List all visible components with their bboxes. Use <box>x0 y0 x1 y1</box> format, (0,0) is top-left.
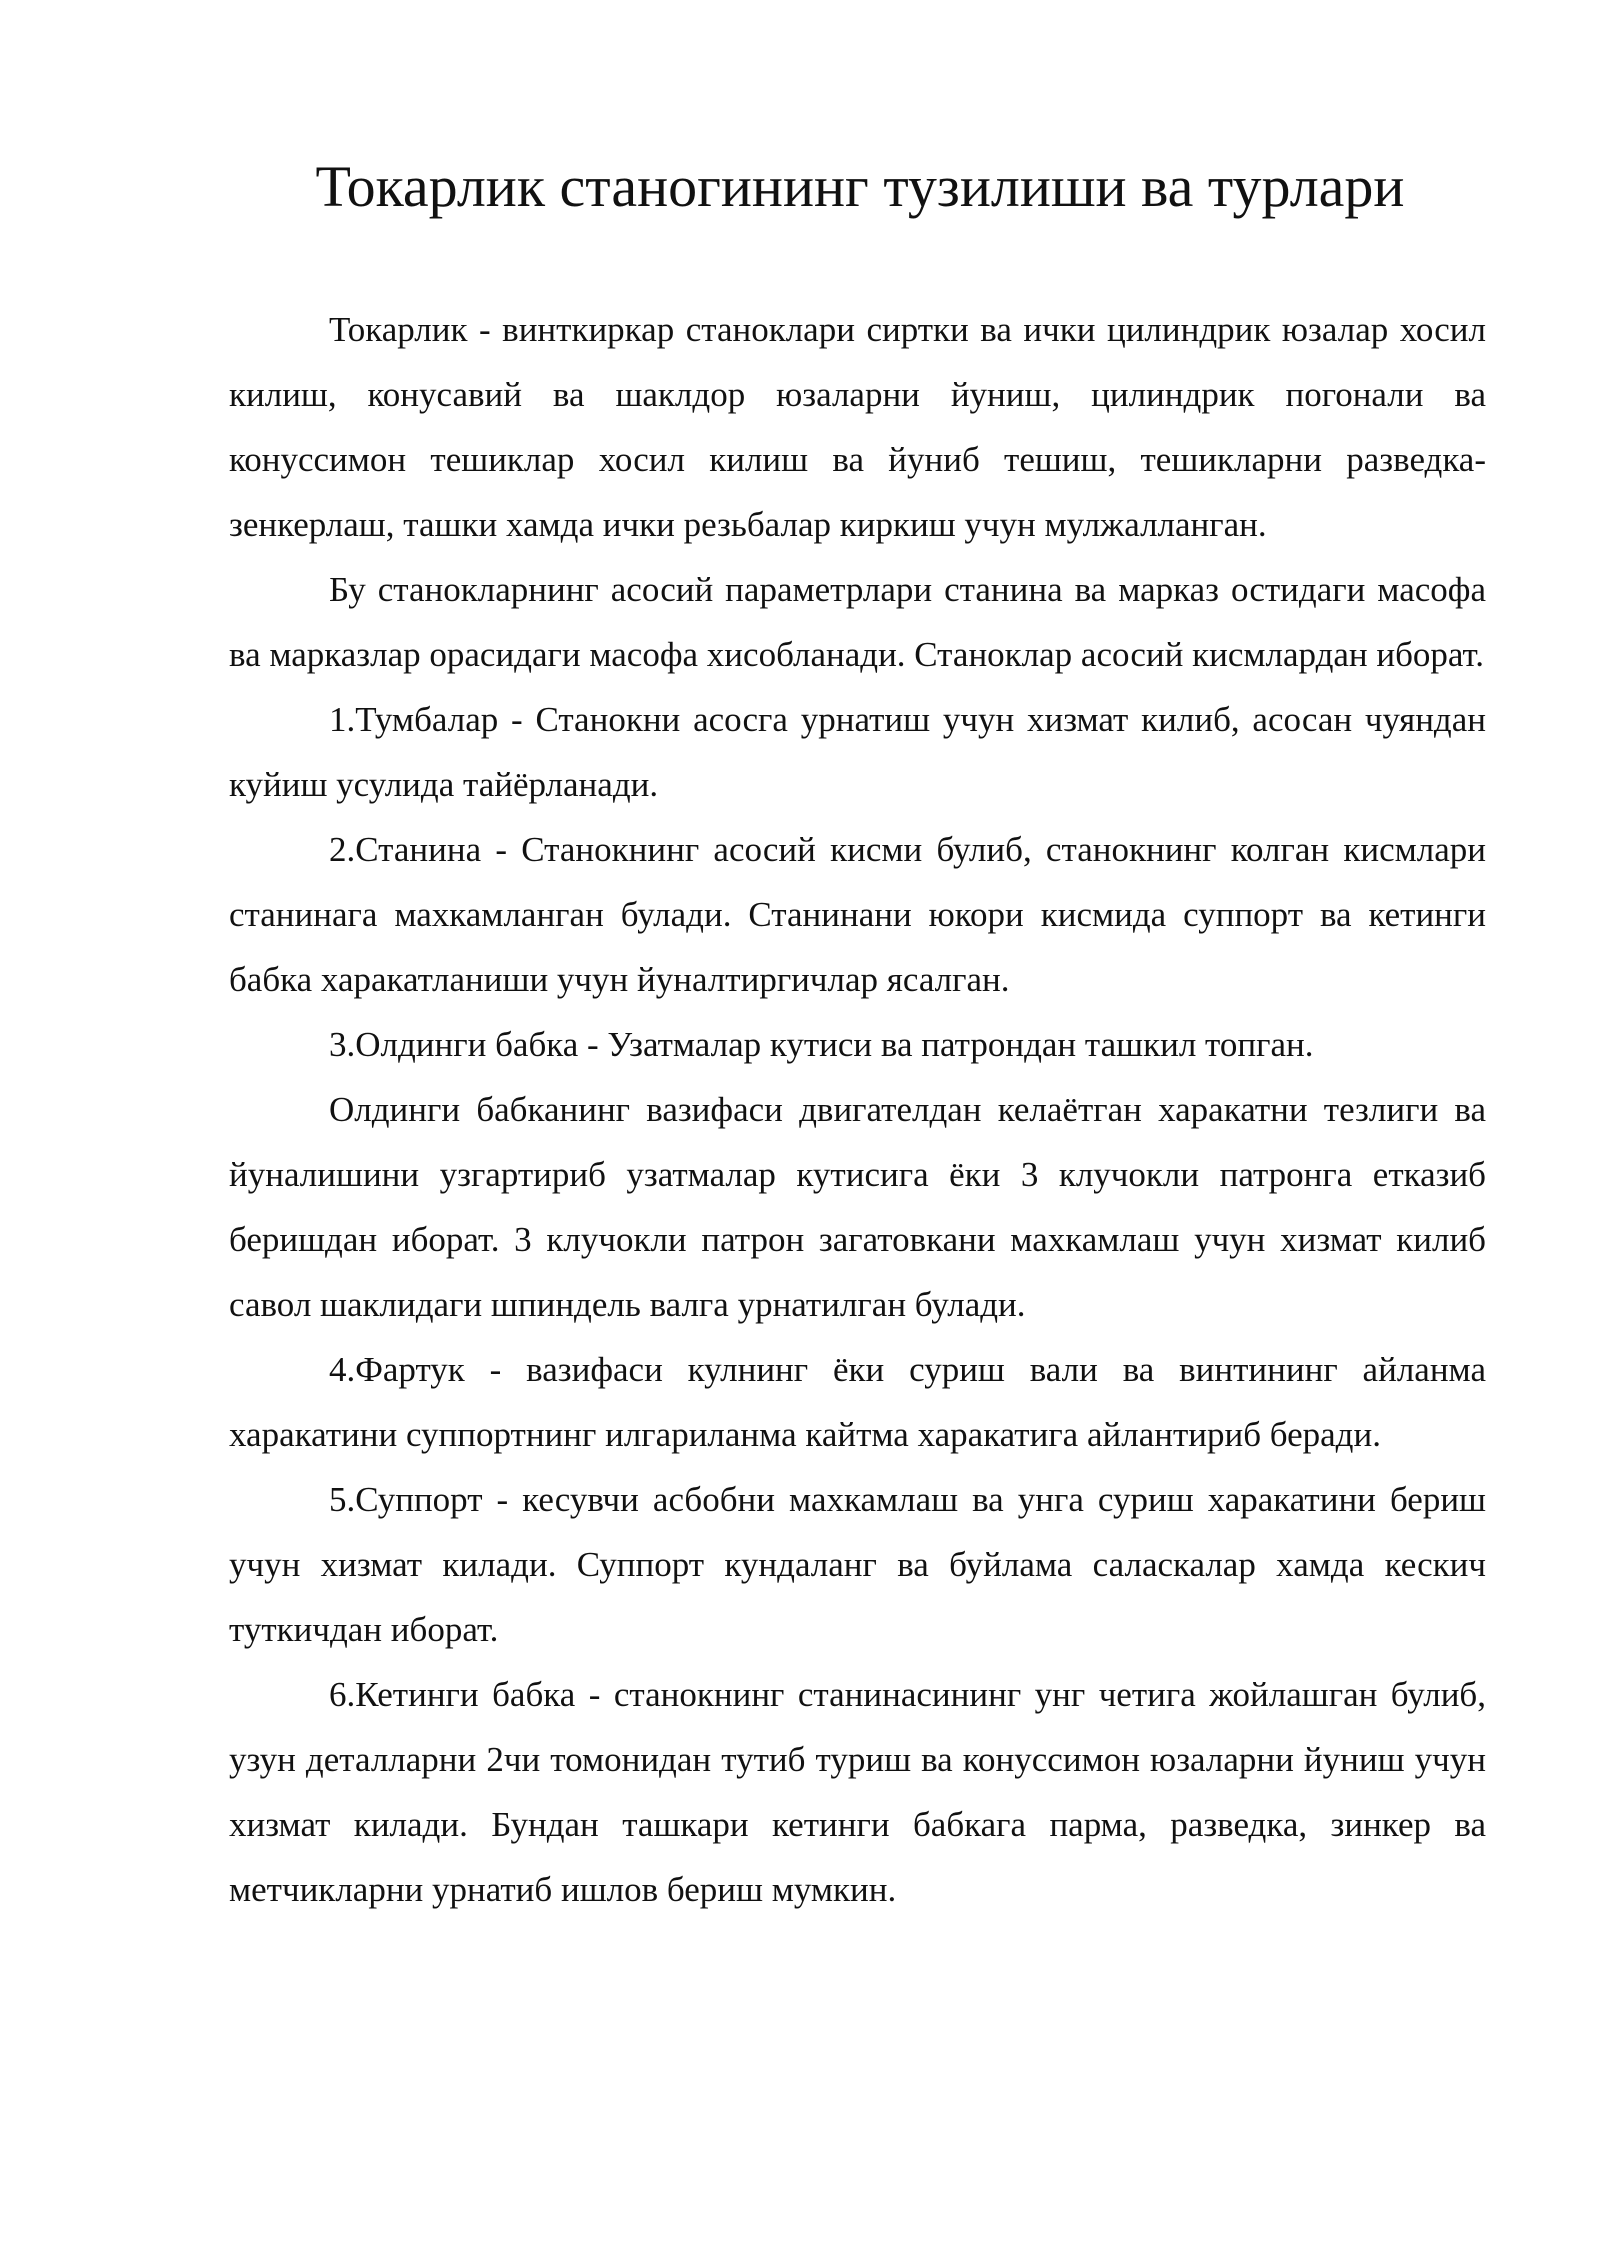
paragraph-oldingi-babka-function: Олдинги бабканинг вазифаси двигателдан келаётган харакатни тезлиги ва йуналишини узгартириб узатмалар кутисига ёки 3 клучокли патронга етказиб беришдан иборат. 3 клучокли патрон загатовкани махкамлаш учун хизмат килиб савол шаклидаги шпиндель валга урнатилган булади. <box>229 1090 1486 1324</box>
document-body <box>229 297 1486 1922</box>
paragraph-tumbalar: 1.Тумбалар - Станокни асосга урнатиш учун хизмат килиб, асосан чуяндан куйиш усулида тайёрланади. <box>229 700 1486 804</box>
paragraph-intro: Токарлик - винткиркар станоклари сиртки ва ички цилиндрик юзалар хосил килиш, конусавий ва шаклдор юзаларни йуниш, цилиндрик погонали ва конуссимон тешиклар хосил килиш ва йуниб тешиш, тешикларни разведка-зенкерлаш, ташки хамда ички резьбалар киркиш учун мулжалланган. <box>229 310 1486 544</box>
paragraph-support: 5.Суппорт - кесувчи асбобни махкамлаш ва унга суриш харакатини бериш учун хизмат килади. Суппорт кундаланг ва буйлама саласкалар хамда кескич туткичдан иборат. <box>229 1480 1486 1649</box>
document-title: Токарлик станогининг тузилиши ва турлари <box>315 154 1405 219</box>
paragraph-ketingi-babka: 6.Кетинги бабка - станокнинг станинасининг унг четига жойлашган булиб, узун деталларни 2чи томонидан тутиб туриш ва конуссимон юзаларни йуниш учун хизмат килади. Бундан ташкари кетинги бабкага парма, разведка, зинкер ва метчикларни урнатиб ишлов бериш мумкин. <box>229 1675 1486 1909</box>
paragraph-oldingi-babka: 3.Олдинги бабка - Узатмалар кутиси ва патрондан ташкил топган. <box>329 1025 1314 1064</box>
paragraph-stanina: 2.Станина - Станокнинг асосий кисми булиб, станокнинг колган кисмлари станинага махкамланган булади. Станинани юкори кисмида суппорт ва кетинги бабка харакатланиши учун йуналтиргичлар ясалган. <box>229 830 1486 999</box>
paragraph-fartuk: 4.Фартук - вазифаси кулнинг ёки суриш вали ва винтининг айланма харакатини суппортнинг илгариланма кайтма харакатига айлантириб беради. <box>229 1350 1486 1454</box>
paragraph-parameters: Бу станокларнинг асосий параметрлари станина ва марказ остидаги масофа ва марказлар орасидаги масофа хисобланади. Станоклар асосий кисмлардан иборат. <box>229 570 1486 674</box>
